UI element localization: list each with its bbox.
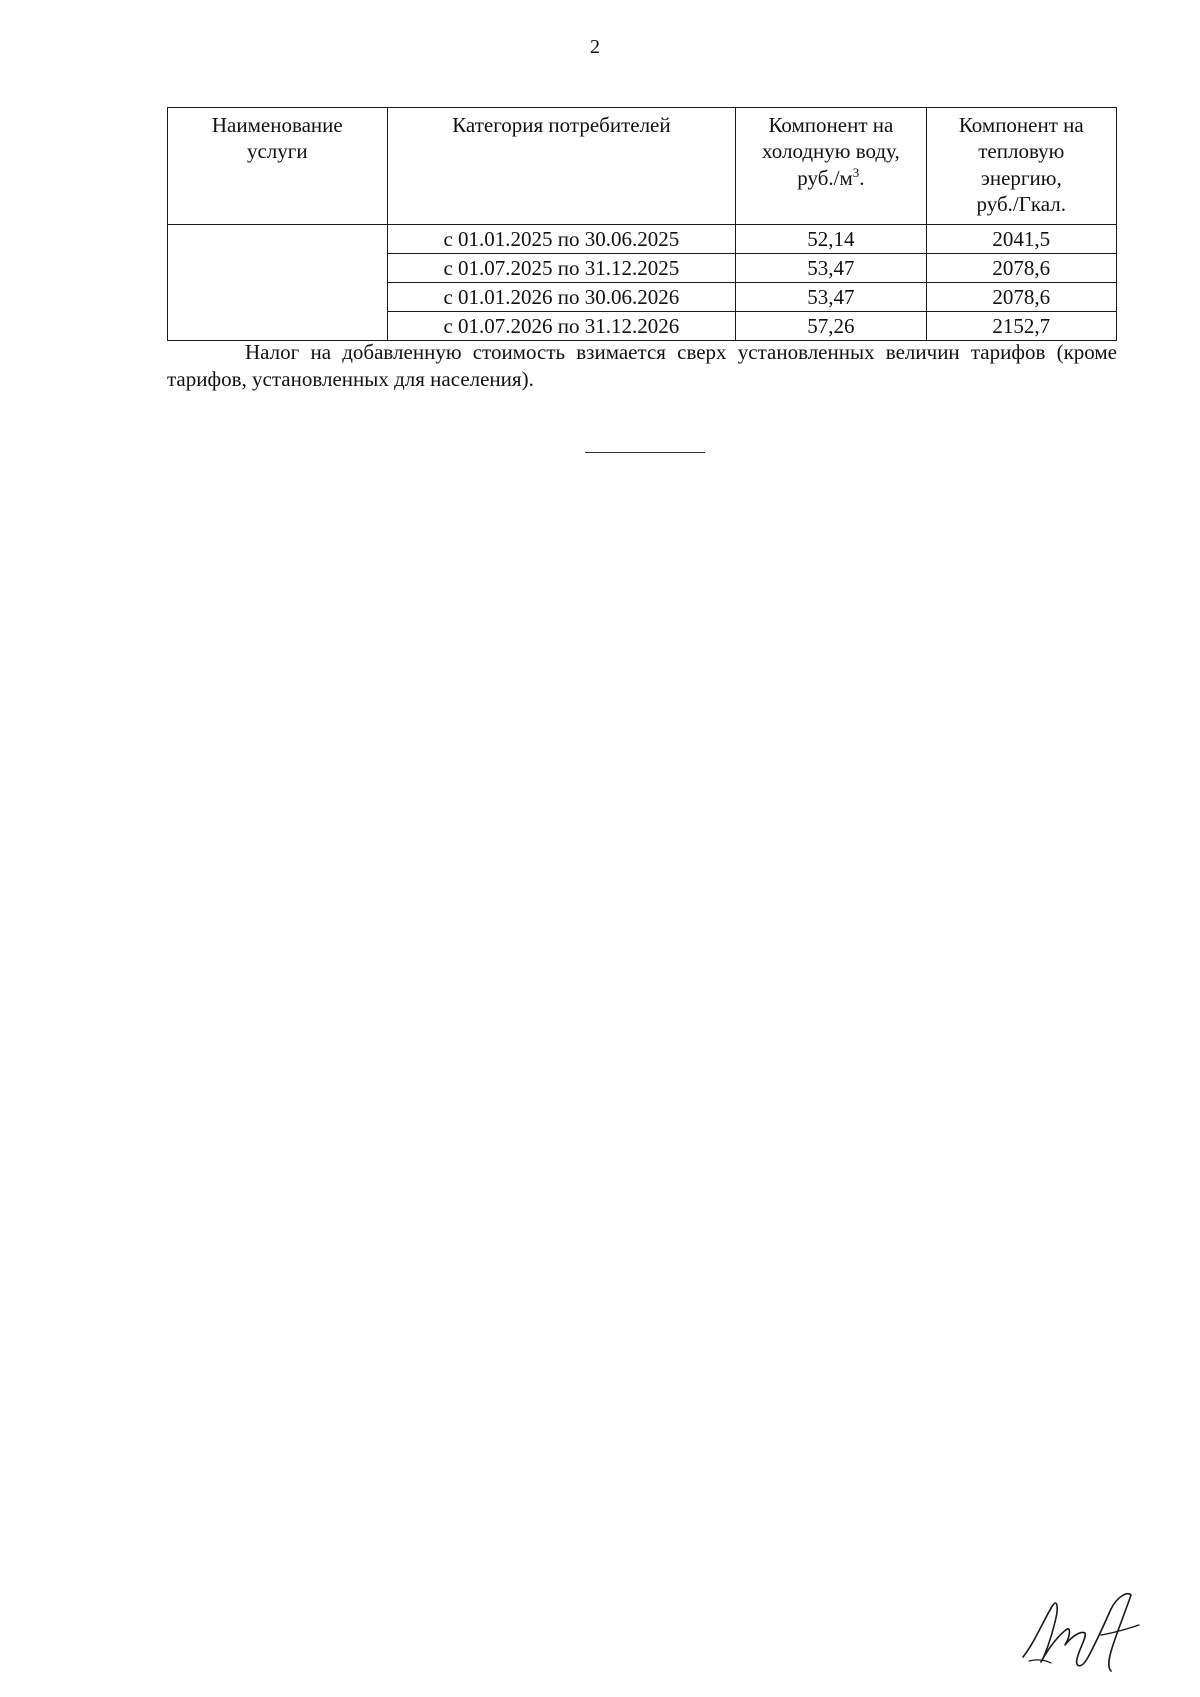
header-category	[387, 108, 736, 225]
table-row	[168, 225, 1117, 254]
period-cell: с 01.07.2025 по 31.12.2025	[387, 254, 736, 283]
heat-value-cell: 2152,7	[926, 312, 1116, 341]
water-value-cell: 57,26	[736, 312, 926, 341]
header-water-superscript: 3	[852, 164, 860, 180]
heat-value-cell: 2078,6	[926, 254, 1116, 283]
header-category-label: Категория потребителей	[452, 113, 671, 137]
header-heat-label: Компонент на тепловую энергию, руб./Гкал.	[958, 113, 1084, 216]
heat-value-cell: 2078,6	[926, 283, 1116, 312]
end-divider	[585, 452, 705, 453]
heat-value-cell: 2041,5	[926, 225, 1116, 254]
page-number: 2	[590, 36, 600, 58]
water-value-cell: 52,14	[736, 225, 926, 254]
tariff-table	[167, 107, 1117, 341]
header-water-tail: .	[859, 165, 865, 190]
water-value-cell: 53,47	[736, 283, 926, 312]
service-name-cell	[168, 225, 388, 341]
table-header-row	[168, 108, 1117, 225]
period-cell: с 01.01.2025 по 30.06.2025	[387, 225, 736, 254]
header-water-label: Компонент на холодную воду, руб./м	[762, 113, 900, 190]
period-cell: с 01.07.2026 по 31.12.2026	[387, 312, 736, 341]
header-service-label: Наименование услуги	[211, 113, 343, 164]
header-heat	[926, 108, 1116, 225]
vat-note: Налог на добавленную стоимость взимается сверх установленных величин тарифов (кроме тарифов, установленных для населения).	[167, 340, 1117, 392]
header-service	[168, 108, 388, 225]
signature-mark	[1015, 1587, 1145, 1677]
header-water	[736, 108, 926, 225]
signature-icon	[1015, 1587, 1145, 1677]
period-cell: с 01.01.2026 по 30.06.2026	[387, 283, 736, 312]
water-value-cell: 53,47	[736, 254, 926, 283]
